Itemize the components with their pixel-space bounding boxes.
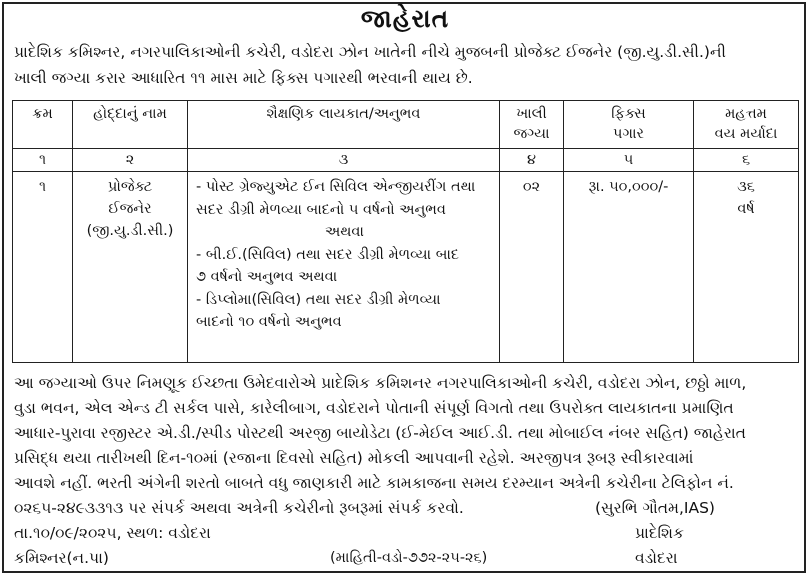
body-line: ૦૨૬૫-૨૪૯૩૩૧૩ પર સંપર્ક અથવા અત્રેની કચેરીનો રૂબરૂમાં સંપર્ક કરવો.: [14, 499, 464, 517]
qualification-line: બાદનો ૧૦ વર્ષનો અનુભવ: [196, 314, 342, 330]
header-age-line2: વય મર્યાદા: [714, 126, 778, 142]
body-line: પ્રસિદ્ધ થયા તારીખથી દિન-૧૦માં (રજાના દિવસો સહિત) મોકલી આપવાની રહેશે. અરજીપત્ર રૂબરૂ સ્વીકારવામાં: [14, 449, 694, 467]
header-vacancy-line1: ખાલી: [516, 106, 547, 122]
header-salary: [564, 101, 694, 149]
header-qualification: શૈક્ષણિક લાયકાત/અનુભવ: [188, 101, 500, 149]
qualification-line: - પોસ્ટ ગ્રેજ્યુએટ ઈન સિવિલ એન્જીયરીંગ તથા: [196, 179, 476, 195]
table-header-row: [13, 101, 799, 149]
header-vacancy-line2: જગ્યા: [513, 126, 550, 142]
row-age: [694, 172, 799, 363]
age-value: ૩૬: [737, 179, 755, 195]
header-salary-line1: ફિક્સ: [611, 106, 646, 122]
designation-line-1: પ્રાદેશિક: [635, 524, 684, 542]
row-post: [73, 172, 188, 363]
column-number: ૩: [188, 149, 500, 172]
header-salary-line2: પગાર: [612, 126, 645, 142]
header-age: [694, 101, 799, 149]
post-line: પ્રોજેક્ટ: [107, 179, 153, 195]
table-row: [13, 172, 799, 363]
column-number: ૪: [500, 149, 564, 172]
page-title: જાહેરાત: [360, 4, 450, 33]
column-number: ૨: [73, 149, 188, 172]
reference-number: (માહિતી-વડો-૭૭૨-૨૫-૨૬): [330, 550, 488, 566]
header-post: હોદ્દાનું નામ: [73, 101, 188, 149]
header-age-line1: મહત્તમ: [725, 106, 767, 122]
header-serial: ક્રમ: [13, 101, 73, 149]
date-place: તા.૧૦/૦૯/૨૦૨૫, સ્થળ: વડોદરા: [14, 524, 211, 542]
intro-line-2: ખાલી જગ્યા કરાર આધારિત ૧૧ માસ માટે ફિક્સ પગારથી ભરવાની થાય છે.: [14, 69, 473, 87]
body-line: આ જગ્યાઓ ઉપર નિમણૂક ઈચ્છતા ઉમેદવારોએ પ્રાદેશિક કમિશનર નગરપાલિકાઓની કચેરી, વડોદરા ઝોન, છઠ્ઠો માળ,: [14, 374, 747, 392]
column-number-row: [13, 149, 799, 172]
intro-line-1: પ્રાદેશિક કમિશ્નર, નગરપાલિકાઓની કચેરી, વડોદરા ઝોન ખાતેની નીચે મુજબની પ્રોજેક્ટ ઈજનેર (જી.યુ.ડી.સી.)ની: [14, 43, 726, 61]
row-salary: રૂા. ૫૦,૦૦૦/-: [564, 172, 694, 363]
signatory-name: (સુરભિ ગૌતમ,IAS): [595, 499, 715, 517]
qualification-line: - બી.ઈ.(સિવિલ) તથા સદર ડીગ્રી મેળવ્યા બાદ: [196, 246, 460, 263]
post-line: ઈજનેર: [108, 201, 152, 217]
header-vacancy: [500, 101, 564, 149]
qualification-line: - ડિપ્લોમા(સિવિલ) તથા સદર ડીગ્રી મેળવ્યા: [196, 291, 441, 308]
row-serial: ૧: [13, 172, 73, 363]
body-line: વુડા ભવન, એલ એન્ડ ટી સર્કલ પાસે, કારેલીબાગ, વડોદરાને પોતાની સંપૂર્ણ વિગતો તથા ઉપરોક્ત લાયકાતના પ્રમાણિત: [14, 399, 734, 417]
office-left: કમિશ્નર(ન.પા): [14, 549, 109, 567]
row-qualification: [188, 172, 500, 363]
column-number: ૧: [13, 149, 73, 172]
designation-line-2: વડોદરા: [635, 549, 678, 567]
column-number: ૫: [564, 149, 694, 172]
vacancy-table: [12, 100, 799, 363]
post-line: (જી.યુ.ડી.સી.): [86, 223, 174, 239]
body-line: આધાર-પુરાવા રજીસ્ટર એ.ડી./સ્પીડ પોસ્ટથી અરજી બાયોડેટા (ઈ-મેઈલ આઈ.ડી. તથા મોબાઈલ નંબર સહિત) જાહેરાત: [14, 424, 746, 442]
qualification-line: ૭ વર્ષનો અનુભવ અથવા: [196, 269, 338, 285]
row-vacancy: ૦૨: [500, 172, 564, 363]
qualification-line: સદર ડીગ્રી મેળવ્યા બાદનો ૫ વર્ષનો અનુભવ: [196, 201, 446, 218]
age-unit: વર્ષ: [737, 201, 755, 217]
column-number: ૬: [694, 149, 799, 172]
body-line: આવશે નહીં. ભરતી અંગેની શરતો બાબતે વધુ જાણકારી માટે કામકાજના સમય દરમ્યાન અત્રેની કચેરીના ટેલિફોન નં.: [14, 474, 734, 492]
qualification-line: અથવા: [324, 224, 364, 240]
